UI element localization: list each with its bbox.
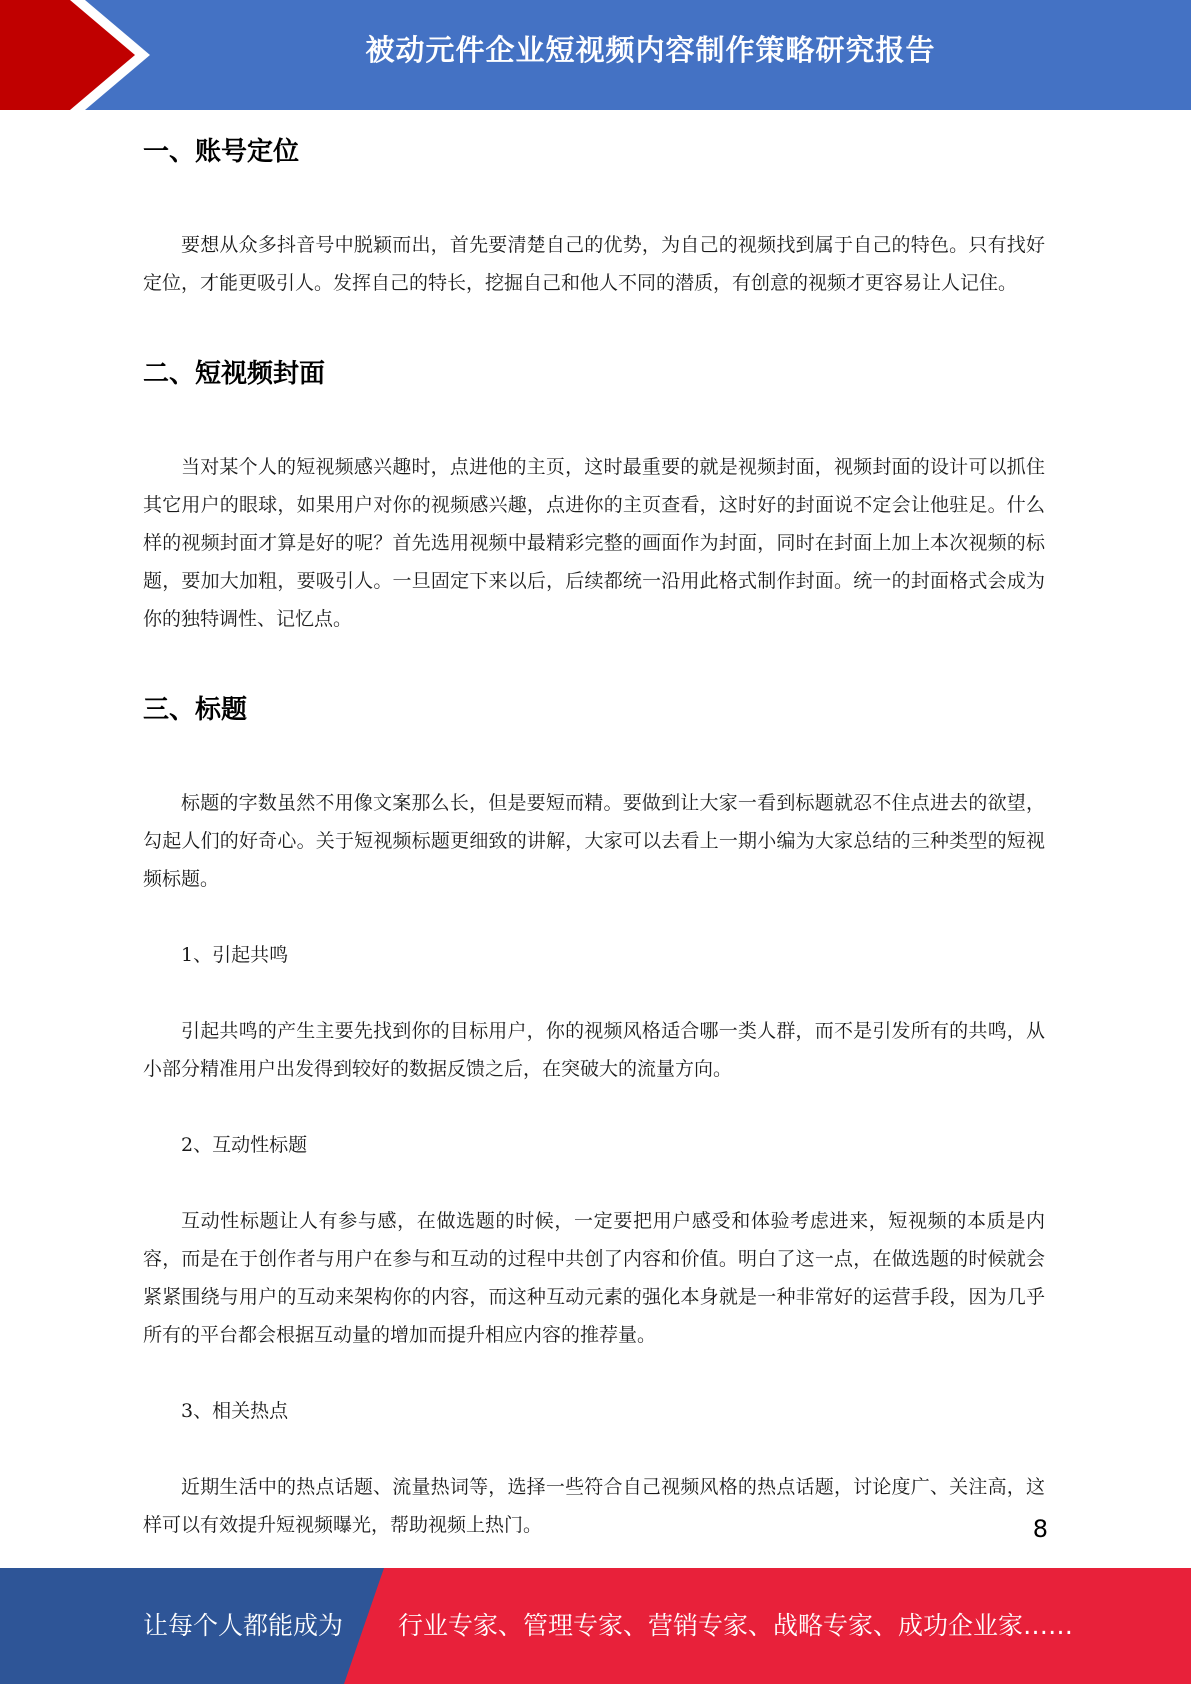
page-footer <box>0 1568 1191 1684</box>
header-arrow-decoration <box>0 0 160 110</box>
page-header <box>0 0 1191 110</box>
footer-slogan-right: 行业专家、管理专家、营销专家、战略专家、成功企业家…… <box>398 1611 1074 1640</box>
sub-heading-interactive-title: 2、互动性标题 <box>181 1134 308 1156</box>
section-heading-account-positioning: 一、账号定位 <box>143 137 300 167</box>
page-content <box>143 120 1045 1544</box>
paragraph: 近期生活中的热点话题、流量热词等，选择一些符合自己视频风格的热点话题，讨论度广、关注高，这样可以有效提升短视频曝光，帮助视频上热门。 <box>143 1476 1045 1536</box>
paragraph: 互动性标题让人有参与感，在做选题的时候，一定要把用户感受和体验考虑进来，短视频的本质是内容，而是在于创作者与用户在参与和互动的过程中共创了内容和价值。明白了这一点，在做选题的时候就会紧紧围绕与用户的互动来架构你的内容，而这种互动元素的强化本身就是一种非常好的运营手段，因为几乎所有的平台都会根据互动量的增加而提升相应内容的推荐量。 <box>143 1210 1045 1346</box>
sub-heading-hot-topics: 3、相关热点 <box>181 1400 289 1422</box>
page-number: 8 <box>1032 1515 1048 1543</box>
sub-heading-resonance: 1、引起共鸣 <box>181 944 289 966</box>
document-title: 被动元件企业短视频内容制作策略研究报告 <box>365 33 936 67</box>
paragraph: 标题的字数虽然不用像文案那么长，但是要短而精。要做到让大家一看到标题就忍不住点进去的欲望，勾起人们的好奇心。关于短视频标题更细致的讲解，大家可以去看上一期小编为大家总结的三种类型的短视频标题。 <box>143 792 1045 890</box>
paragraph: 要想从众多抖音号中脱颖而出，首先要清楚自己的优势，为自己的视频找到属于自己的特色。只有找好定位，才能更吸引人。发挥自己的特长，挖掘自己和他人不同的潜质，有创意的视频才更容易让人记住。 <box>143 234 1045 294</box>
paragraph: 当对某个人的短视频感兴趣时，点进他的主页，这时最重要的就是视频封面，视频封面的设计可以抓住其它用户的眼球，如果用户对你的视频感兴趣，点进你的主页查看，这时好的封面说不定会让他驻足。什么样的视频封面才算是好的呢？首先选用视频中最精彩完整的画面作为封面，同时在封面上加上本次视频的标题，要加大加粗，要吸引人。一旦固定下来以后，后续都统一沿用此格式制作封面。统一的封面格式会成为你的独特调性、记忆点。 <box>143 456 1045 630</box>
section-heading-video-cover: 二、短视频封面 <box>143 359 326 389</box>
section-heading-title: 三、标题 <box>143 695 248 725</box>
footer-slogan-left: 让每个人都能成为 <box>143 1611 344 1640</box>
paragraph: 引起共鸣的产生主要先找到你的目标用户，你的视频风格适合哪一类人群，而不是引发所有的共鸣，从小部分精准用户出发得到较好的数据反馈之后，在突破大的流量方向。 <box>143 1020 1045 1080</box>
